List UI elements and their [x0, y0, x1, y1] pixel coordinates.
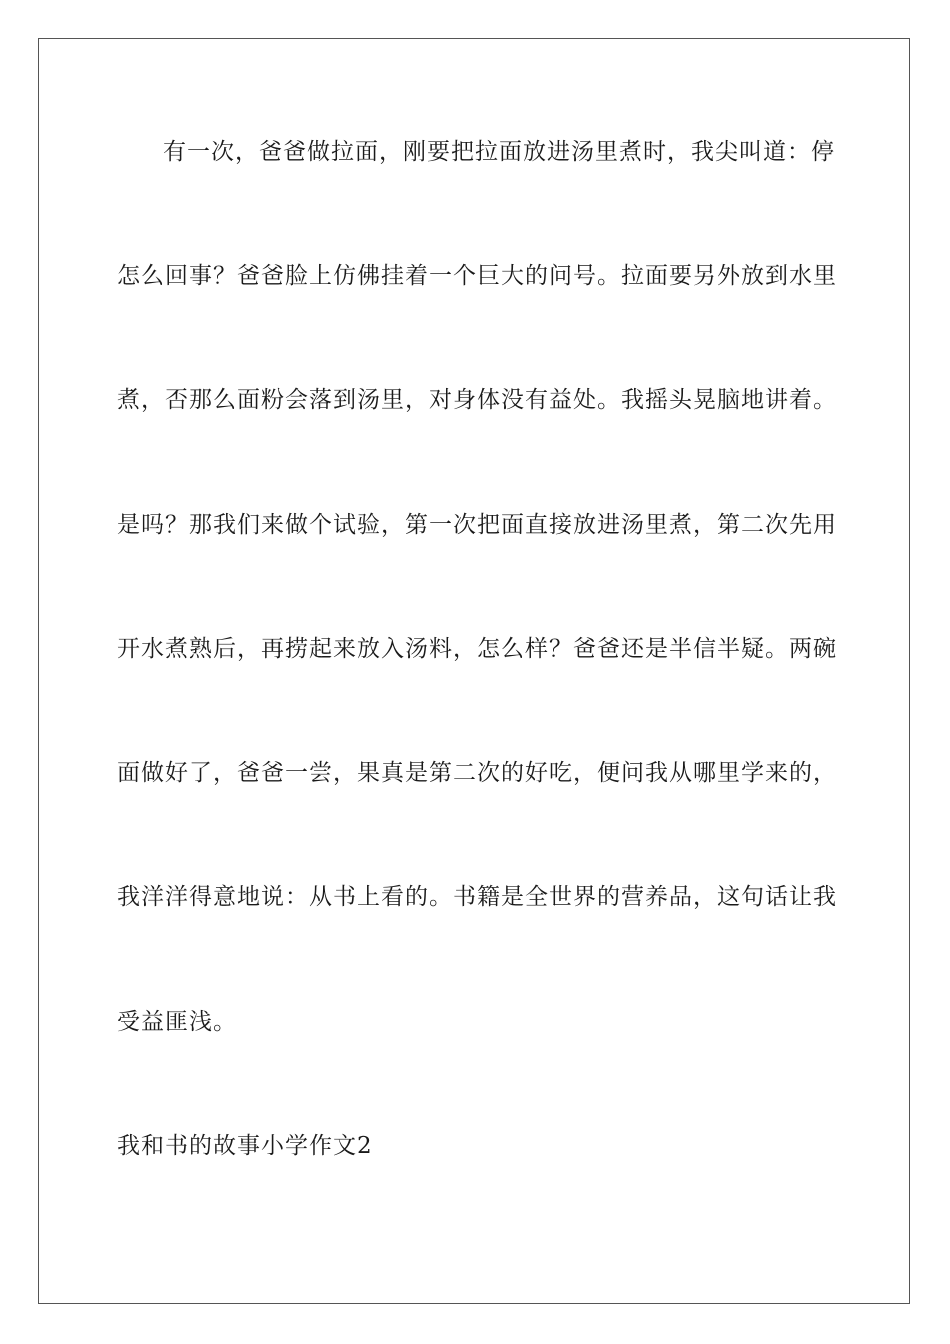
paragraph-line-4: 是吗？那我们来做个试验，第一次把面直接放进汤里煮，第二次先用 [117, 512, 837, 538]
paragraph-line-1: 有一次，爸爸做拉面，刚要把拉面放进汤里煮时，我尖叫道：停 [163, 139, 835, 165]
paragraph-line-6: 面做好了，爸爸一尝，果真是第二次的好吃，便问我从哪里学来的， [117, 760, 837, 786]
section-heading: 我和书的故事小学作文2 [117, 1133, 373, 1159]
paragraph-line-2: 怎么回事？爸爸脸上仿佛挂着一个巨大的问号。拉面要另外放到水里 [117, 263, 837, 289]
page-border [38, 38, 910, 1304]
paragraph-line-7: 我洋洋得意地说：从书上看的。书籍是全世界的营养品，这句话让我 [117, 884, 837, 910]
paragraph-line-8: 受益匪浅。 [117, 1009, 237, 1035]
paragraph-line-5: 开水煮熟后，再捞起来放入汤料，怎么样？爸爸还是半信半疑。两碗 [117, 636, 837, 662]
paragraph-line-3: 煮，否那么面粉会落到汤里，对身体没有益处。我摇头晃脑地讲着。 [117, 387, 837, 413]
